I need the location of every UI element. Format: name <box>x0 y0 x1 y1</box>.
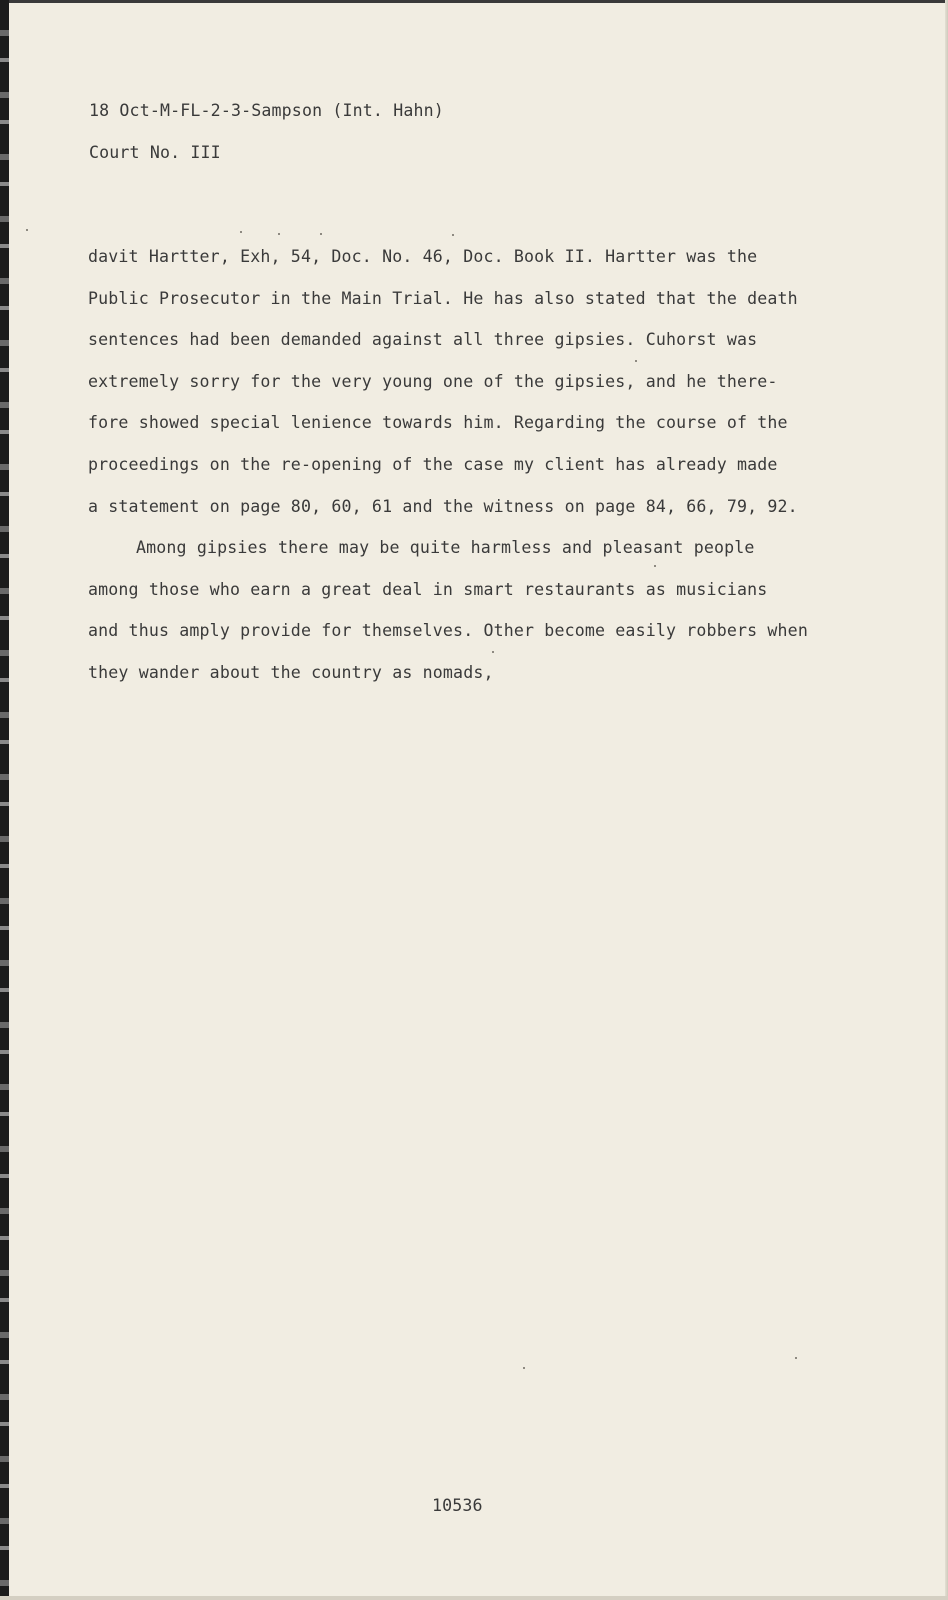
scan-speck <box>795 1357 797 1359</box>
scan-speck <box>240 231 242 233</box>
scan-speck <box>26 229 28 231</box>
scan-speck <box>523 1367 525 1369</box>
text-line: sentences had been demanded against all three gipsies. Cuhorst was <box>88 330 758 350</box>
text-line: they wander about the country as nomads, <box>88 662 494 682</box>
scan-bottom-edge <box>0 1596 948 1600</box>
binding-edge <box>0 0 9 1600</box>
scan-top-edge <box>0 0 948 3</box>
text-line: and thus amply provide for themselves. Other become easily robbers when <box>88 621 808 641</box>
paragraph-start-line: Among gipsies there may be quite harmless and pleasant people <box>136 538 755 558</box>
text-line: proceedings on the re-opening of the case my client has already made <box>88 454 778 474</box>
scan-speck <box>492 651 494 653</box>
scan-speck <box>278 233 280 235</box>
text-line: extremely sorry for the very young one of the gipsies, and he there- <box>88 371 778 391</box>
document-reference: 18 Oct-M-FL-2-3-Sampson (Int. Hahn) <box>89 101 444 120</box>
court-number: Court No. III <box>89 143 221 162</box>
text-line: davit Hartter, Exh, 54, Doc. No. 46, Doc. Book II. Hartter was the <box>88 247 758 266</box>
text-line: fore showed special lenience towards him. Regarding the course of the <box>88 413 788 433</box>
scan-speck <box>452 234 454 236</box>
text-line: among those who earn a great deal in smart restaurants as musicians <box>88 579 768 599</box>
text-line: Public Prosecutor in the Main Trial. He has also stated that the death <box>88 288 798 308</box>
scan-speck <box>635 360 637 362</box>
scan-speck <box>654 565 656 567</box>
transcript-body <box>88 246 808 704</box>
scan-speck <box>320 233 322 235</box>
page-number: 10536 <box>432 1496 483 1515</box>
text-line: a statement on page 80, 60, 61 and the witness on page 84, 66, 79, 92. <box>88 496 798 516</box>
